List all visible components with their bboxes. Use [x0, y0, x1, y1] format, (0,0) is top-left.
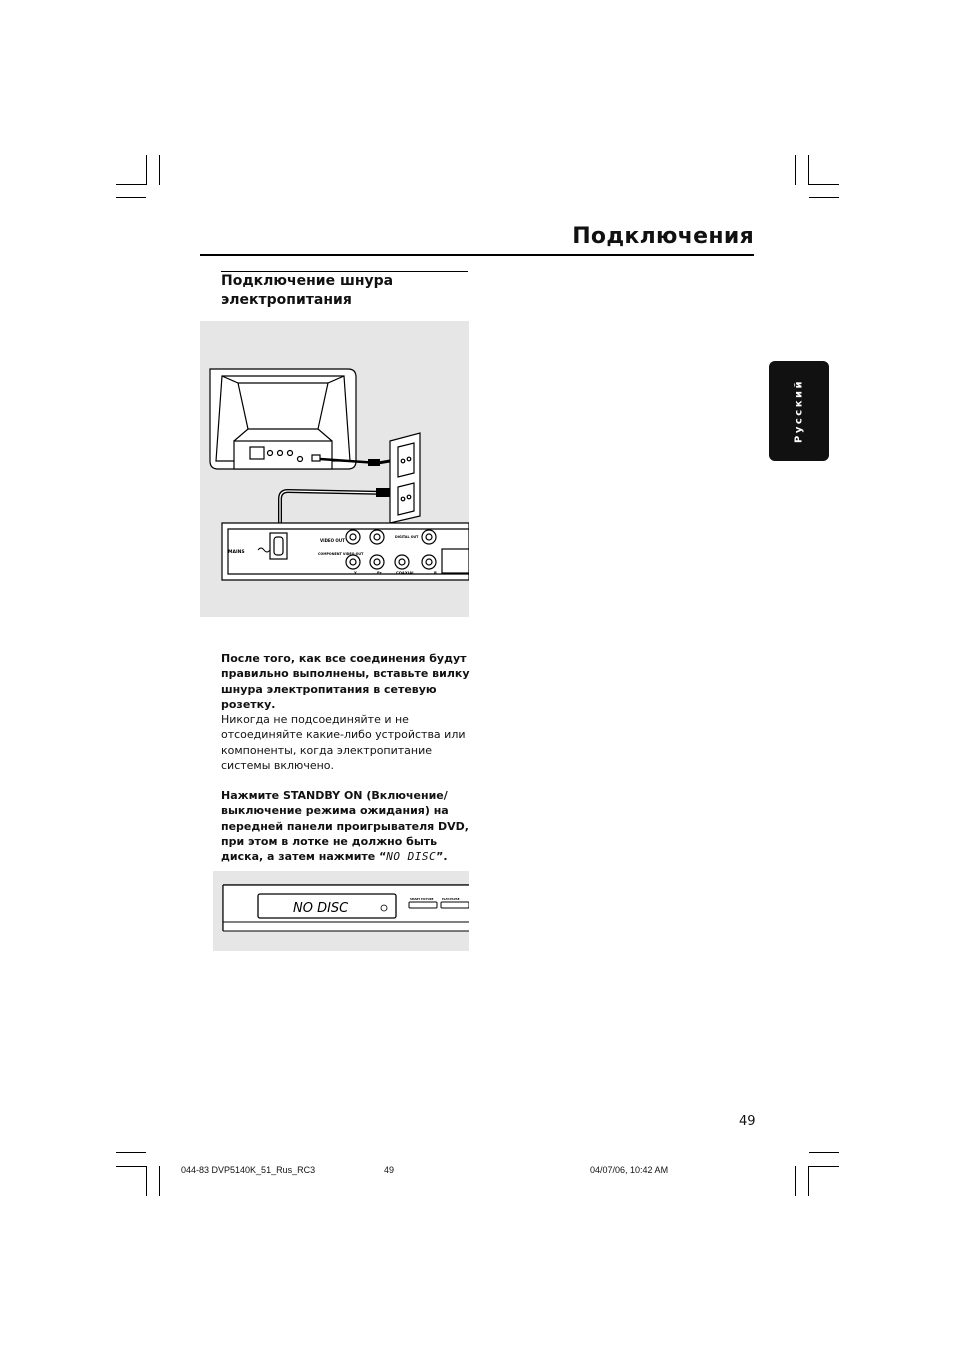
language-tab-label: Русский [793, 378, 805, 444]
tv-illustration [210, 369, 356, 469]
video-out-label: VIDEO OUT [320, 538, 345, 543]
component-video-out-label: COMPONENT VIDEO OUT [318, 552, 364, 556]
language-tab [769, 361, 829, 461]
pr-label: Pr [377, 570, 382, 575]
page-number: 49 [739, 1114, 756, 1129]
step-2-text [221, 788, 471, 864]
footer-timestamp: 04/07/06, 10:42 AM [590, 1165, 669, 1175]
mains-label: MAINS [228, 550, 245, 555]
play-pause-button [441, 902, 469, 908]
step-1-bold: После того, как все соединения будут правильно выполнены, вставьте вилку шнура электропитания в сетевую розетку. [221, 652, 470, 711]
digital-out-label: DIGITAL OUT [395, 535, 419, 539]
step-2-bold-end: ”. [436, 850, 448, 864]
smart-picture-label: SMART PICTURE [410, 898, 434, 901]
smart-picture-button [409, 902, 437, 908]
crop-mark [809, 1166, 839, 1167]
front-panel-figure [213, 871, 469, 951]
crop-mark [809, 184, 839, 185]
footer-page: 49 [384, 1165, 395, 1175]
title-rule [200, 254, 754, 256]
crop-mark [795, 1166, 796, 1196]
front-panel-diagram [213, 871, 469, 951]
crop-mark [795, 155, 796, 185]
crop-mark [116, 197, 146, 198]
step-2-bold: Нажмите STANDBY ON (Включение/ выключение режима ожидания) на передней панели проигрывателя DVD, при этом в лотке не должно быть диска, а затем нажмите “ [221, 789, 469, 864]
y-label: Y [354, 570, 357, 575]
coaxial-label: COAXIAL [396, 570, 415, 575]
power-connection-figure [200, 321, 469, 617]
footer-file: 044-83 DVP5140K_51_Rus_RC3 [181, 1165, 316, 1175]
crop-mark [159, 1166, 160, 1196]
wall-outlet [390, 433, 420, 523]
power-connection-diagram [200, 321, 469, 617]
play-pause-label: PLAY/PAUSE [442, 898, 460, 901]
step-1-text [221, 651, 471, 773]
crop-mark [146, 155, 147, 185]
crop-mark [116, 1152, 146, 1153]
crop-mark [116, 1166, 146, 1167]
crop-mark [808, 1166, 809, 1196]
section-heading: Подключение шнура электропитания [221, 273, 394, 308]
step-1-note: Никогда не подсоединяйте и не отсоединяйте какие-либо устройства или компоненты, когда электропитание системы включено. [221, 713, 466, 773]
crop-mark [809, 1152, 839, 1153]
crop-mark [146, 1166, 147, 1196]
step-2-display-text: NO DISC [386, 850, 437, 864]
r-label: R [434, 570, 437, 575]
page-title: Подключения [572, 224, 754, 249]
crop-mark [159, 155, 160, 185]
crop-mark [809, 197, 839, 198]
crop-mark [116, 184, 146, 185]
display-readout: NO DISC [293, 901, 349, 916]
crop-mark [808, 155, 809, 185]
